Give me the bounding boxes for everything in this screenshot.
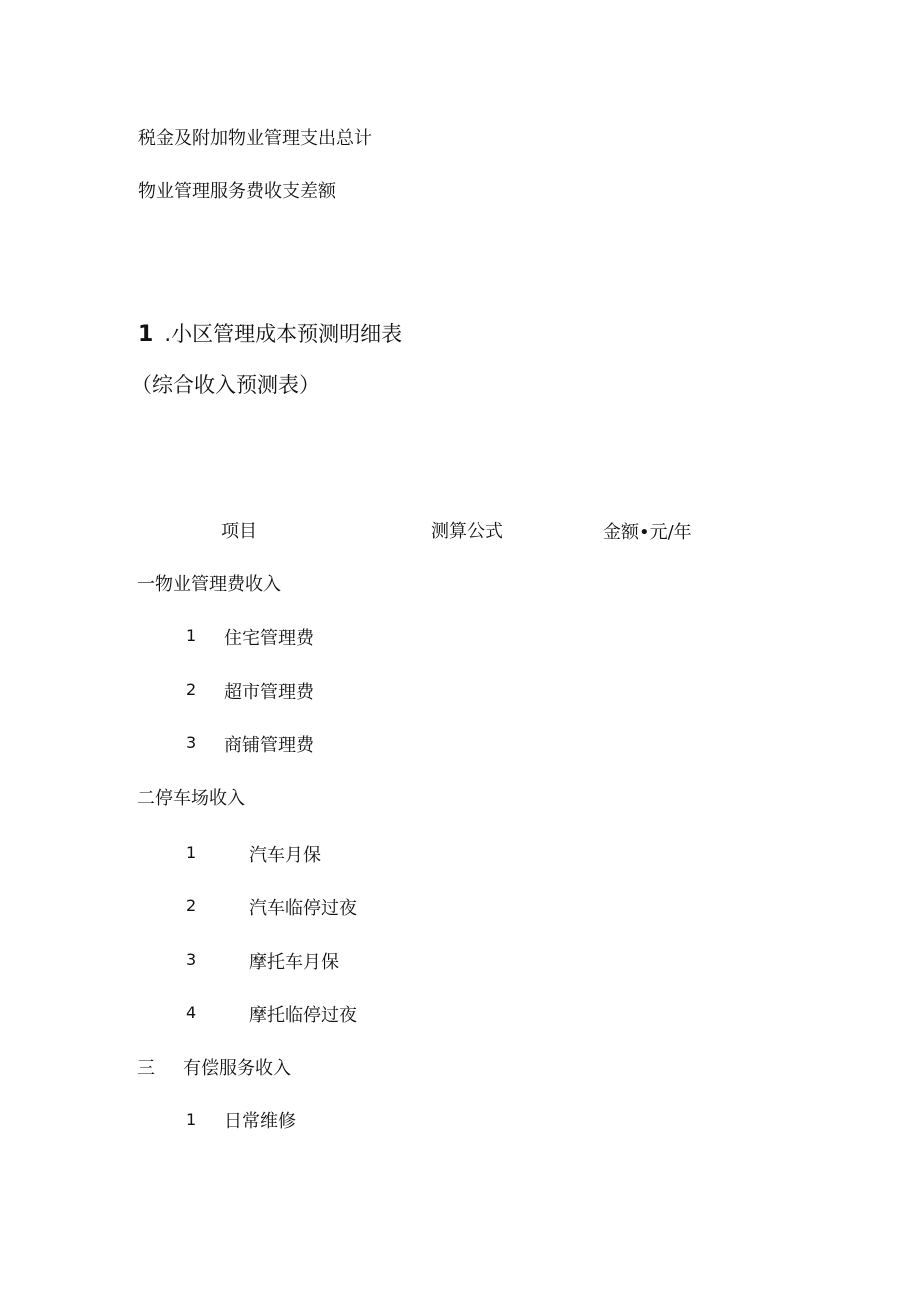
- section-title: .小区管理成本预测明细表: [164, 322, 403, 346]
- section-number: 1: [138, 322, 154, 347]
- group-label-paid-services: 有偿服务收入: [183, 1058, 291, 1079]
- item-number: 1: [186, 626, 197, 645]
- item-name: 超市管理费: [224, 682, 314, 703]
- item-number: 3: [186, 950, 197, 969]
- group-label-parking: 二停车场收入: [137, 788, 245, 809]
- summary-line-balance: 物业管理服务费收支差额: [138, 181, 336, 202]
- item-name: 住宅管理费: [224, 628, 314, 649]
- header-formula: 测算公式: [431, 521, 503, 542]
- item-name: 摩托车月保: [249, 952, 339, 973]
- item-number: 2: [186, 680, 197, 699]
- item-name: 日常维修: [224, 1111, 296, 1132]
- summary-line-tax-total: 税金及附加物业管理支出总计: [138, 128, 372, 149]
- section-heading: [138, 318, 402, 348]
- item-name: 摩托临停过夜: [249, 1005, 357, 1026]
- item-number: 4: [186, 1003, 197, 1022]
- item-number: 1: [186, 843, 197, 862]
- item-name: 汽车月保: [249, 845, 321, 866]
- item-name: 商铺管理费: [224, 735, 314, 756]
- item-name: 汽车临停过夜: [249, 898, 357, 919]
- group-label-property-fee: 一物业管理费收入: [137, 574, 281, 595]
- section-subtitle: （综合收入预测表）: [131, 373, 320, 397]
- item-number: 3: [186, 733, 197, 752]
- item-number: 1: [186, 1110, 197, 1129]
- group-label-prefix: 三: [137, 1058, 155, 1079]
- item-number: 2: [186, 896, 197, 915]
- header-item: 项目: [221, 521, 257, 542]
- header-amount: 金额•元/年: [603, 522, 692, 543]
